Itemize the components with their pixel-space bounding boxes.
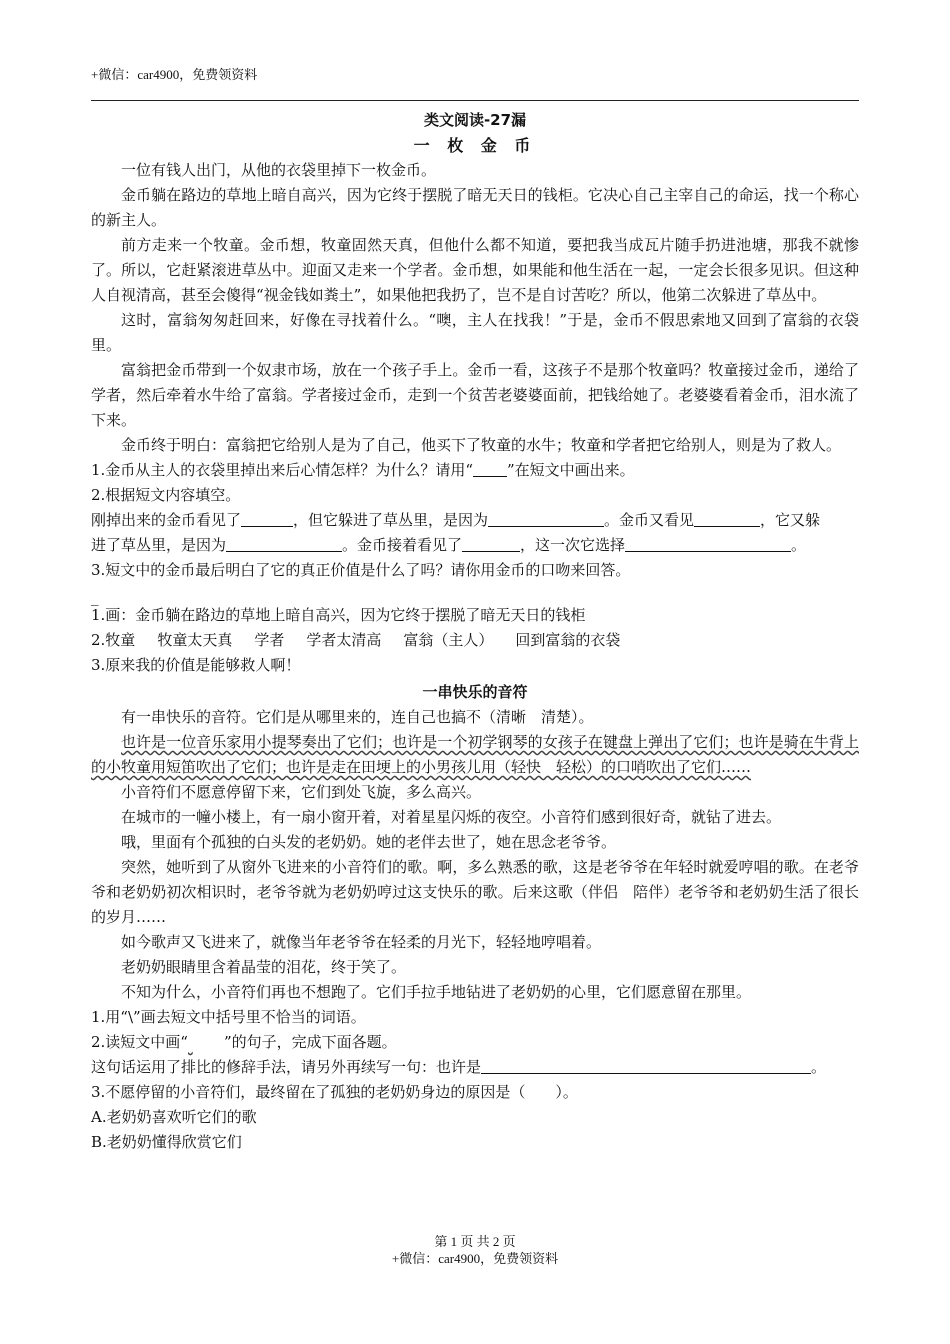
answer-2-item: 学者 (254, 631, 285, 649)
q2-l2-a: 进了草丛里，是因为 (91, 536, 227, 554)
fill-blank[interactable] (241, 510, 293, 527)
answer-separator: _ (91, 588, 99, 606)
fill-blank[interactable] (694, 510, 760, 527)
story1-title: 一 枚 金 币 (413, 136, 537, 155)
story1-para-1: 一位有钱人出门，从他的衣袋里掉下一枚金币。 (121, 161, 437, 179)
story2-question-3: 3.不愿停留的小音符们，最终留在了孤独的老奶奶身边的原因是（ ）。 (91, 1083, 578, 1101)
s2-q2-a: 2.读短文中画“ (91, 1033, 188, 1051)
answer-2-item: 学者太清高 (306, 631, 382, 649)
story2-para-6: 突然，她听到了从窗外飞进来的小音符们的歌。啊，多么熟悉的歌，这是老爷爷在年轻时就爱哼唱的歌。在老爷爷和老奶奶初次相识时，老爷爷就为老奶奶哼过这支快乐的歌。后来这歌（伴侣 陪伴）老爷爷和老奶奶生活了很长的岁月…… (91, 858, 859, 926)
story2-para-5: 哦，里面有个孤独的白头发的老奶奶。她的老伴去世了，她在思念老爷爷。 (121, 833, 617, 851)
header-rule (91, 100, 859, 101)
document-body (91, 108, 859, 1155)
story2-title: 一串快乐的音符 (422, 683, 528, 701)
doc-title: 类文阅读-27漏 (423, 111, 527, 129)
story2-para-1: 有一串快乐的音符。它们是从哪里来的，连自己也搞不（清晰 清楚）。 (121, 708, 594, 726)
story2-para-2-wavy: 也许是一位音乐家用小提琴奏出了它们；也许是一个初学钢琴的女孩子在键盘上弹出了它们；也许是骑在牛背上的小牧童用短笛吹出了它们；也许是走在田埂上的小男孩儿用（轻快 轻松）的口哨吹出了它们…… (91, 733, 859, 776)
story1-para-2: 金币躺在路边的草地上暗自高兴，因为它终于摆脱了暗无天日的钱柜。它决心自己主宰自己的命运，找一个称心的新主人。 (91, 186, 859, 229)
q1-text-a: 1.金币从主人的衣袋里掉出来后心情怎样？为什么？请用“ (91, 461, 473, 479)
fill-blank[interactable] (481, 1057, 811, 1074)
story2-para-3: 小音符们不愿意停留下来，它们到处飞旋，多么高兴。 (121, 783, 482, 801)
answer-2-item: 2.牧童 (91, 631, 136, 649)
footer-text: +微信：car4900，免费领资料 (391, 1251, 559, 1266)
page-header-text: +微信：car4900，免费领资料 (91, 67, 258, 82)
fill-blank[interactable] (488, 510, 604, 527)
story2-q2-fill (91, 1055, 859, 1080)
wavy-blank-sample (188, 1030, 224, 1055)
story1-question-2: 2.根据短文内容填空。 (91, 486, 241, 504)
option-b[interactable]: B.老奶奶懂得欣赏它们 (91, 1133, 242, 1151)
q2-l1-c: 。金币又看见 (604, 511, 695, 529)
story1-para-5: 富翁把金币带到一个奴隶市场，放在一个孩子手上。金币一看，这孩子不是那个牧童吗？牧童接过金币，递给了学者，然后牵着水牛给了富翁。学者接过金币，走到一个贫苦老婆婆面前，把钱给她了。老婆婆看着金币，泪水流了下来。 (91, 361, 859, 429)
answer-2-item: 回到富翁的衣袋 (515, 631, 621, 649)
story1-question-3: 3.短文中的金币最后明白了它的真正价值是什么了吗？请你用金币的口吻来回答。 (91, 561, 631, 579)
s2-q2-d: 。 (811, 1058, 827, 1076)
story1-q2-line-1 (91, 508, 859, 533)
answer-3: 3.原来我的价值是能够救人啊！ (91, 656, 301, 674)
q2-l1-b: ，但它躲进了草丛里，是因为 (293, 511, 489, 529)
story2-question-1: 1.用“\”画去短文中括号里不恰当的词语。 (91, 1008, 366, 1026)
story1-para-6: 金币终于明白：富翁把它给别人是为了自己，他买下了牧童的水牛；牧童和学者把它给别人，则是为了救人。 (121, 436, 842, 454)
s2-q2-c: 这句话运用了排比的修辞手法，请另外再续写一句：也许是 (91, 1058, 482, 1076)
fill-blank[interactable] (462, 535, 520, 552)
q1-blank (473, 460, 507, 477)
page-number: 第 1 页 共 2 页 (434, 1234, 516, 1249)
q2-l1-d: ，它又躲 (760, 511, 821, 529)
story2-para-2 (91, 730, 859, 780)
story2-para-9: 不知为什么，小音符们再也不想跑了。它们手拉手地钻进了老奶奶的心里，它们愿意留在那里。 (121, 983, 752, 1001)
story1-question-1 (91, 458, 859, 483)
fill-blank[interactable] (226, 535, 342, 552)
answer-2 (91, 628, 859, 653)
answer-2-item: 富翁（主人） (403, 631, 494, 649)
story1-para-4: 这时，富翁匆匆赶回来，好像在寻找着什么。“噢，主人在找我！”于是，金币不假思索地又回到了富翁的衣袋里。 (91, 311, 859, 354)
story2-para-7: 如今歌声又飞进来了，就像当年老爷爷在轻柔的月光下，轻轻地哼唱着。 (121, 933, 602, 951)
q1-text-b: ”在短文中画出来。 (506, 461, 635, 479)
q2-l2-d: 。 (791, 536, 807, 554)
q2-l2-b: 。金币接着看见了 (342, 536, 463, 554)
q2-l2-c: ，这一次它选择 (520, 536, 626, 554)
fill-blank[interactable] (625, 535, 791, 552)
q2-l1-a: 刚掉出来的金币看见了 (91, 511, 242, 529)
answer-1: 1.画：金币躺在路边的草地上暗自高兴，因为它终于摆脱了暗无天日的钱柜 (91, 606, 586, 624)
story2-question-2 (91, 1030, 859, 1055)
story2-para-8: 老奶奶眼睛里含着晶莹的泪花，终于笑了。 (121, 958, 407, 976)
story1-para-3: 前方走来一个牧童。金币想，牧童固然天真，但他什么都不知道，要把我当成瓦片随手扔进池塘，那我不就惨了。所以，它赶紧滚进草丛中。迎面又走来一个学者。金币想，如果能和他生活在一起，一定会长很多见识。但这种人自视清高，甚至会傻得“视金钱如粪土”，如果他把我扔了，岂不是自讨苦吃？所以，他第二次躲进了草丛中。 (91, 236, 859, 304)
s2-q2-b: ”的句子，完成下面各题。 (223, 1033, 397, 1051)
option-a[interactable]: A.老奶奶喜欢听它们的歌 (91, 1108, 257, 1126)
answer-2-item: 牧童太天真 (157, 631, 233, 649)
story1-q2-line-2 (91, 533, 859, 558)
story2-para-4: 在城市的一幢小楼上，有一扇小窗开着，对着星星闪烁的夜空。小音符们感到很好奇，就钻了进去。 (121, 808, 782, 826)
